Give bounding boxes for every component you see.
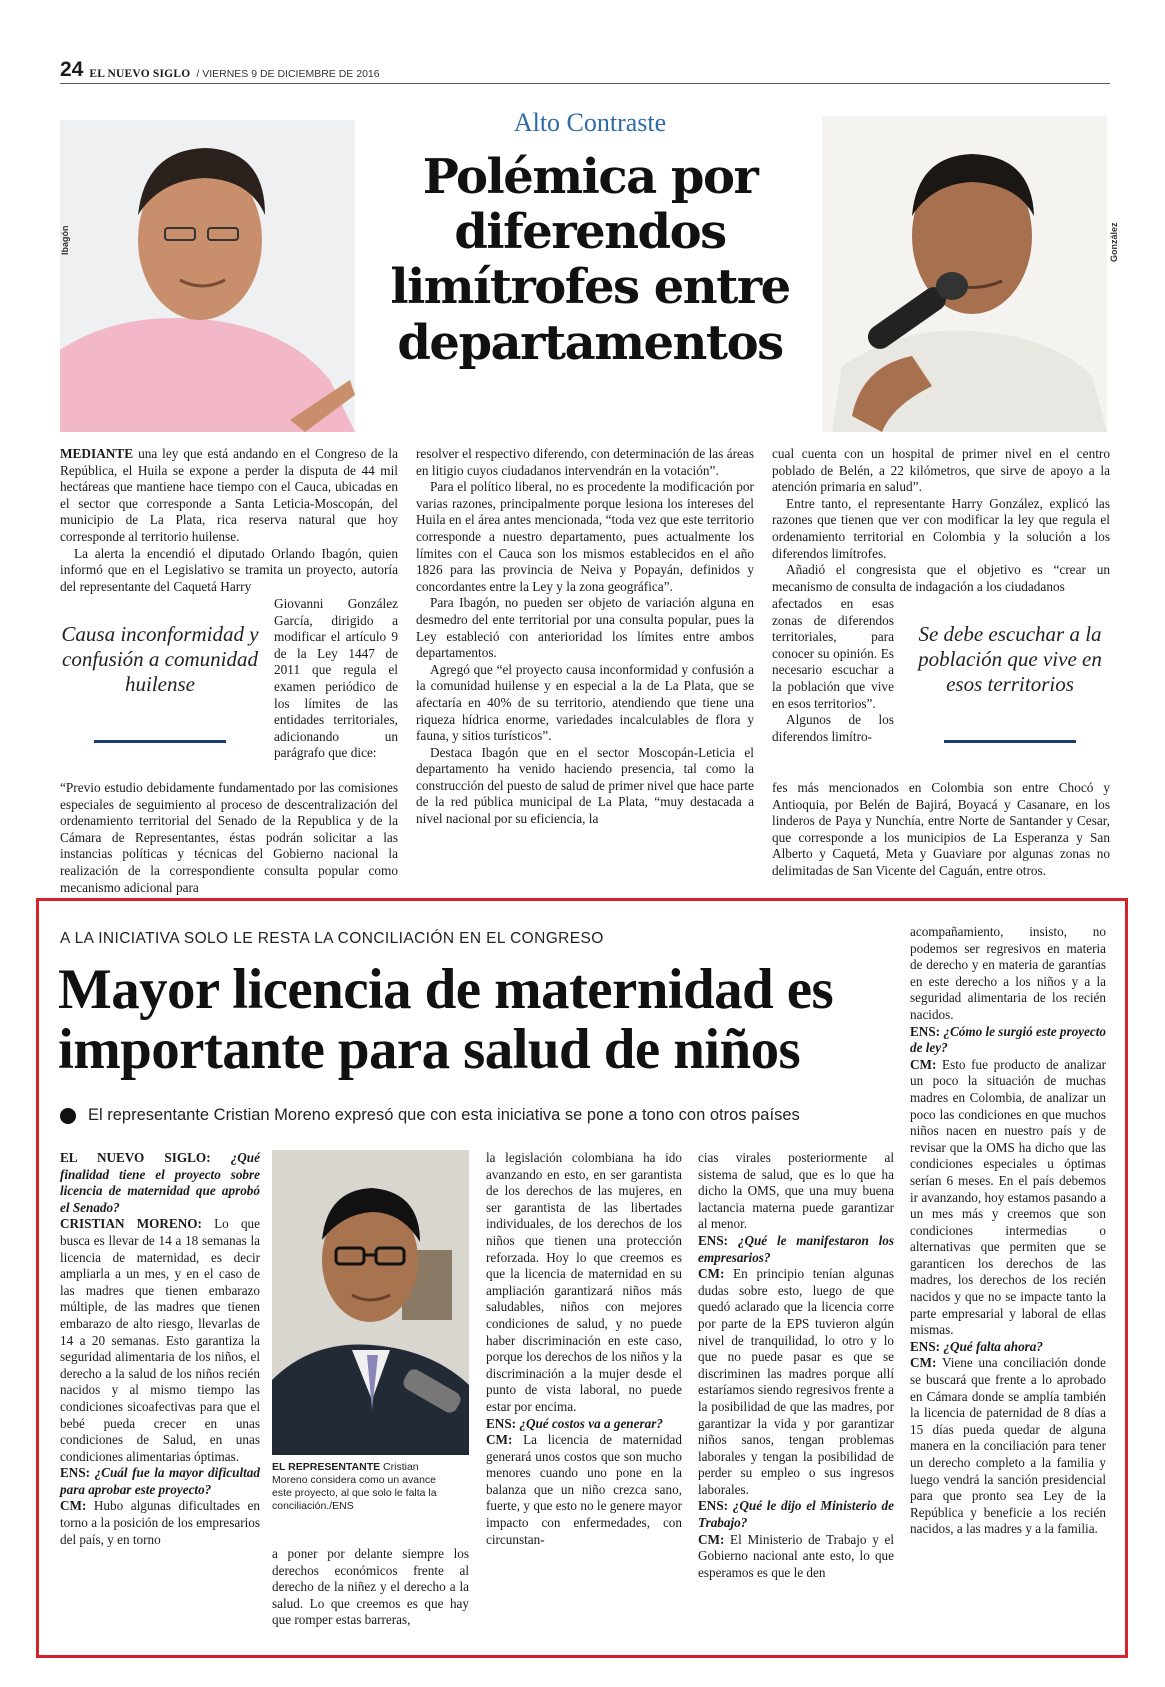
photo-gonzalez	[822, 116, 1107, 432]
publication-name: EL NUEVO SIGLO	[89, 68, 191, 80]
paragraph: “Previo estudio debidamente fundamentado por las comisiones especiales de seguimiento al proceso de descentralización del ordenamiento territorial del Senado de la Republica y de la Cámara de Representantes, éstas podrán solicitar a las instancias políticas y técnicas del Gobierno nacional la realización de la correspondiente consulta popular como mecanismo adicional para	[60, 780, 398, 895]
question-text: ¿Qué falta ahora?	[940, 1338, 1043, 1354]
answer-speaker: CM:	[698, 1266, 725, 1282]
answer-text: Viene una conciliación donde se buscará que frente a lo aprobado en Cámara donde se amplía también la licencia de paternidad de 8 días a 15 días pueda quedar de alguna manera en la conciliación para tener un derecho completo a la familia y luego vendrá la sanción presidencial para que pronto sea Ley de la República y beneficie a los recién nacidos, a las madres y a la familia.	[910, 1355, 1106, 1537]
question-text: ¿Qué le dijo el Ministerio de Trabajo?	[698, 1498, 894, 1531]
publication-date: / VIERNES 9 DE DICIEMBRE DE 2016	[196, 68, 380, 80]
question-text: ¿Cómo le surgió este proyecto de ley?	[910, 1023, 1106, 1056]
question-speaker: ENS:	[486, 1415, 517, 1431]
question-text: ¿Cuál fue la mayor dificultad para aprobar este proyecto?	[60, 1465, 260, 1497]
headline-line: diferendos	[454, 204, 726, 261]
paragraph: Giovanni González García, dirigido a modificar el artículo 9 de la Ley 1447 de 2011 que regula el examen periódico de los límites de las entidades territoriales, adicionando un parágrafo que dice:	[274, 596, 398, 761]
paragraph: fes más mencionados en Colombia son entre Chocó y Antioquia, por Belén de Bajirá, Boyacá y Casanare, en los linderos de Paya y Nunchía, entre Norte de Santander y Cesar, que corresponde a los municipios de La Esperanza y San Alberto y Caquetá, Meta y Guaviare por algunas zonas no delimitadas de San Vicente del Caguán, entre otros.	[772, 780, 1110, 878]
pull-quote-right: Se debe escuchar a la población que vive en esos territorios	[918, 622, 1102, 696]
section-kicker: Alto Contraste	[513, 108, 667, 137]
photo-ibagon	[60, 120, 355, 432]
pull-quote-rule-left	[94, 740, 226, 743]
paragraph: Para el político liberal, no es procedente la modificación por varias razones, principalmente porque lesiona los intereses del Huila en el área antes mencionada, “toda vez que este territorio corresponde a nuestro departamento, pues actualmente los límites con el Cauca son los mismos establecidos en el año 1826 para las provincia de Neiva y Popayán, definidos y concordantes entre la Ley y la zona geográfica”.	[416, 479, 754, 594]
answer-speaker: CM:	[60, 1498, 87, 1514]
box-column-1	[60, 1150, 260, 1548]
paragraph: resolver el respectivo diferendo, con determinación de las áreas en litigio cuyos ciudadanos intervendrán en la votación”.	[416, 446, 754, 478]
answer-text: El Ministerio de Trabajo y el Gobierno nacional ante esto, lo que esperamos es que le den	[698, 1531, 894, 1580]
top-story-column-3-narrow	[772, 596, 894, 745]
question-speaker: ENS:	[910, 1023, 941, 1039]
box-column-4	[910, 924, 1106, 1538]
box-headline	[58, 960, 908, 1080]
caption-text: Cristian Moreno considera como un avance este proyecto, al que solo le falta la conciliación./ENS	[272, 1461, 437, 1512]
pull-quote-rule-right	[944, 740, 1076, 743]
photo-credit-gonzalez: González	[1109, 222, 1119, 262]
pull-quote-left: Causa inconformidad y confusión a comunidad huilense	[61, 622, 259, 696]
question-text: ¿Qué le manifestaron los empresarios?	[698, 1232, 894, 1265]
box-subdeck	[60, 1106, 910, 1125]
question-speaker: ENS:	[910, 1338, 941, 1354]
portrait-illustration-left	[60, 120, 355, 432]
box-overline: A LA INICIATIVA SOLO LE RESTA LA CONCILIACIÓN EN EL CONGRESO	[60, 930, 604, 947]
answer-speaker: CM:	[698, 1531, 725, 1547]
top-story-column-1	[60, 446, 398, 595]
paragraph: La alerta la encendió el diputado Orlando Ibagón, quien informó que en el Legislativo se tramita un proyecto, autoría del representante del Caquetá Harry	[60, 545, 398, 594]
subdeck-text: El representante Cristian Moreno expresó que con esta iniciativa se pone a tono con otros países	[88, 1106, 800, 1124]
question-text: ¿Qué costos va a generar?	[516, 1415, 663, 1431]
top-story-column-3-bottom	[772, 780, 1110, 880]
lead-word: MEDIANTE	[60, 446, 134, 461]
headline-line: departamentos	[397, 314, 783, 371]
paragraph: cias virales posteriormente al sistema de salud, que es lo que ha dicho la OMS, que una muy buena lactancia materna puede garantizar al menor.	[698, 1150, 894, 1232]
photo-cristian-moreno	[272, 1150, 469, 1455]
question-speaker: ENS:	[60, 1465, 91, 1481]
headline-line: Polémica por	[422, 149, 758, 205]
top-story-column-1-narrow	[274, 596, 398, 762]
answer-speaker: CRISTIAN MORENO:	[60, 1216, 202, 1232]
answer-speaker: CM:	[486, 1432, 513, 1448]
page-number: 24	[60, 58, 84, 81]
portrait-illustration-moreno	[272, 1150, 469, 1455]
headline-line: importante para salud de niños	[58, 1018, 801, 1081]
answer-text: Lo que busca es llevar de 14 a 18 semanas la licencia de maternidad, es decir ampliarla a un mes, y en el caso de las madres que tienen embarazo múltiple, de las madres que tienen embarazo de alto riesgo, llevarlas de 14 a 20 semanas. Esto garantiza la seguridad alimentaria de los niños, el derecho a la salud de los niños recién nacidos y al mismo tiempo las condiciones sicoafectivas para que el bebé pueda crecer en unas condiciones de Salud, en unas condiciones alimentarias óptimas.	[60, 1216, 260, 1464]
photo-credit-ibagon: Ibagón	[60, 225, 70, 255]
top-story-column-1-bottom	[60, 780, 398, 896]
top-headline	[340, 150, 840, 371]
paragraph: afectados en esas zonas de diferendos territoriales, para conocer su opinión. Es necesario escuchar a la población que vive en esos territorios”.	[772, 596, 894, 711]
answer-speaker: CM:	[910, 1056, 937, 1072]
box-column-3	[698, 1150, 894, 1581]
box-column-1-continued	[272, 1546, 469, 1629]
photo-caption	[272, 1461, 457, 1513]
paragraph: Destaca Ibagón que en el sector Moscopán-Leticia el departamento ha venido haciendo presencia, tal como la construcción del puesto de salud de primer nivel que hace parte de la red pública municipal de La Plata, “muy destacada a nivel nacional por su eficiencia, la	[416, 744, 754, 827]
paragraph: Algunos de los diferendos limítro-	[772, 712, 894, 744]
top-story-column-2	[416, 446, 754, 828]
question-text: ¿Qué finalidad tiene el proyecto sobre licencia de maternidad que aprobó el Senado?	[60, 1150, 260, 1215]
paragraph: a poner por delante siempre los derechos económicos frente al derecho de la niñez y el derecho a la salud. Lo que creemos es que hay que romper estas barreras,	[272, 1546, 469, 1628]
answer-text: En principio tenían algunas dudas sobre esto, luego de que quedó aclarado que la licencia corre por parte de la EPS tuvieron algún nivel de tranquilidad, lo otro y lo que no puede pasar es que se discriminen las madres porque allí estaríamos siendo regresivos frente a la posibilidad de que las madres, por garantizar la vida y por garantizar niños sanos, tengan problemas laborales y tengan la posibilidad de perder su empleo o sus ingresos laborales.	[698, 1266, 894, 1497]
paragraph: Añadió el congresista que el objetivo es “crear un mecanismo de consulta de indagación a los ciudadanos	[772, 562, 1110, 594]
bullet-icon	[60, 1108, 76, 1124]
headline-line: Mayor licencia de maternidad es	[58, 958, 834, 1021]
paragraph: Para Ibagón, no pueden ser objeto de variación alguna en desmedro del ente territorial por una consulta popular, pues la Ley estableció con anterioridad los límites entre ambos departamentos.	[416, 595, 754, 661]
question-speaker: EL NUEVO SIGLO:	[60, 1150, 211, 1165]
question-speaker: ENS:	[698, 1232, 729, 1248]
paragraph: acompañamiento, insisto, no podemos ser regresivos en materia de derecho y en materia de garantías en este derecho a los niños y a la seguridad alimentaria de los recién nacidos.	[910, 924, 1106, 1022]
answer-speaker: CM:	[910, 1355, 937, 1371]
paragraph: Entre tanto, el representante Harry González, explicó las razones que tienen que ver con modificar la ley que regula el ordenamiento territorial en Colombia y la solución a los diferendos limítrofes.	[772, 495, 1110, 561]
caption-lead: EL REPRESENTANTE	[272, 1461, 381, 1473]
answer-text: Esto fue producto de analizar un poco la situación de muchas madres en Colombia, de analizar un poco las condiciones en que muchos niños nacen en nuestro país y de revisar que la OMS ha dicho que las condiciones especiales u óptimas serían 6 meses. En el país debemos ir avanzando, hoy estamos pasando a un mes más y creemos que son condiciones intermedias o alternativas que permiten que se garanticen los derechos de las madres, los derechos de los recién nacidos y que no se impacte tanto la parte empresarial y laboral de ellas mismas.	[910, 1056, 1106, 1338]
paragraph: la legislación colombiana ha ido avanzando en esto, en ser garantista de los derechos de las mujeres, en ser garantista de las libertades individuales, de los derechos de los niños que tienen una protección reforzada. Hoy lo que creemos es que la licencia de maternidad en su ampliación garantizará niños más saludables, niños con mejores condiciones de salud, y no puede haber discriminación en este caso, porque los derechos de los niños y la discriminación a la mujer desde el punto de vista laboral, no puede estar por encima.	[486, 1150, 682, 1414]
top-story-column-3	[772, 446, 1110, 595]
portrait-illustration-right	[822, 116, 1107, 432]
box-column-2	[486, 1150, 682, 1548]
page-header	[60, 58, 1110, 84]
question-speaker: ENS:	[698, 1498, 729, 1514]
paragraph: Agregó que “el proyecto causa inconformidad y confusión a la comunidad huilense y en especial a la de La Plata, que se afectaría en 40% de su territorio, atendiendo que tiene una riqueza hídrica enorme, variedades incalculables de flora y fauna, y sitios turísticos”.	[416, 661, 754, 744]
paragraph: cual cuenta con un hospital de primer nivel en el centro poblado de Belén, a 22 kilómetros, que sirve de apoyo a la atención primaria en salud”.	[772, 446, 1110, 495]
headline-line: limítrofes entre	[390, 259, 790, 316]
answer-text: Hubo algunas dificultades en torno a la posición de los empresarios del país, y en torno	[60, 1498, 260, 1547]
answer-text: La licencia de maternidad generará unos costos que son mucho menores cuando uno pone en la balanza que un niño crezca sano, fuerte, y que esto no le genere mayor impacto con enfermedades, con circunstan-	[486, 1432, 682, 1547]
paragraph: una ley que está andando en el Congreso de la República, el Huila se expone a perder la disputa de 44 mil hectáreas que mantiene hace tiempo con el Cauca, ubicadas en el sector que corresponde a Santa Leticia-Moscopán, del municipio de La Plata, rica reserva natural que hoy corresponde al territorio huilense.	[60, 446, 398, 544]
